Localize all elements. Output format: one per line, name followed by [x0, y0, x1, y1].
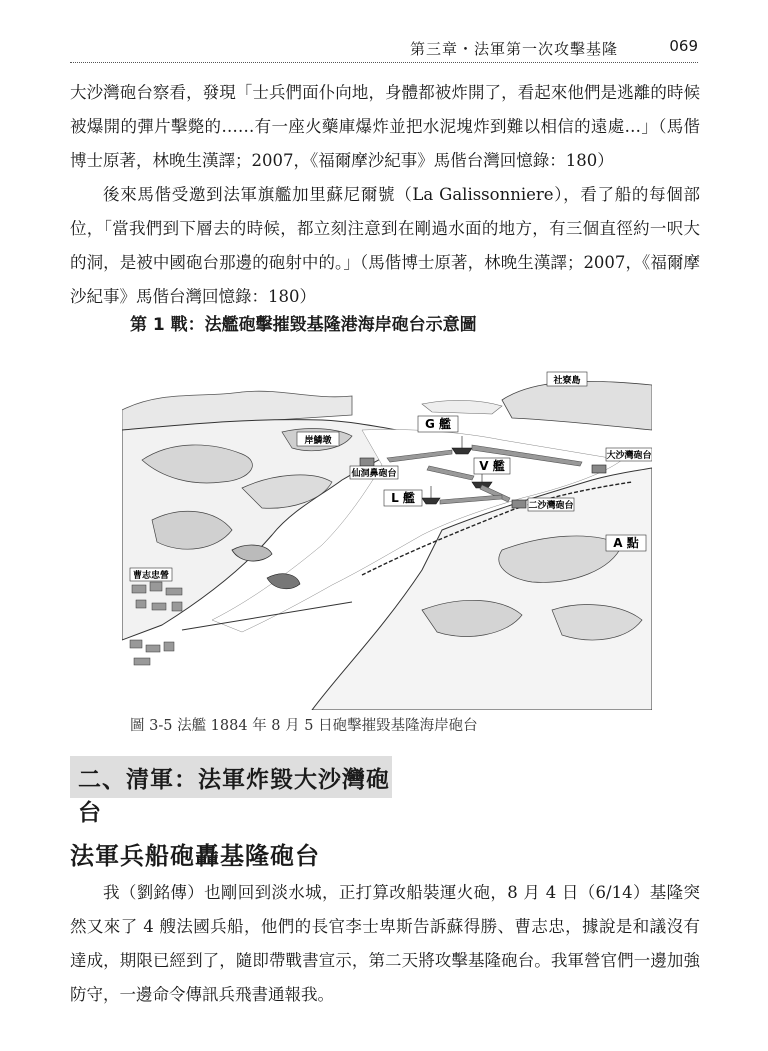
figure-title: 第 1 戰：法艦砲擊摧毀基隆港海岸砲台示意圖	[130, 315, 477, 335]
label-caozhizhong: 曹志忠營	[132, 571, 170, 581]
section-heading: 二、清軍：法軍炸毀大沙灣砲台	[78, 767, 390, 826]
paragraph-quote: 大沙灣砲台察看，發現「士兵們面仆向地，身體都被炸開了，看起來他們是逃離的時候被爆開的彈片擊斃的……有一座火藥庫爆炸並把水泥塊炸到難以相信的遠處…」（馬偕博士原著，林晚生漢譯；2007，《福爾摩沙紀事》馬偕台灣回憶錄：180）	[70, 83, 700, 170]
paragraph-mackay-visit: 後來馬偕受邀到法軍旗艦加里蘇尼爾號（La Galissonniere），看了船的每個部位，「當我們到下層去的時候，都立刻注意到在剛過水面的地方，有三個直徑約一呎大的洞，是被中國砲台那邊的砲射中的。」（馬偕博士原著，林晚生漢譯；2007，《福爾摩沙紀事》馬偕台灣回憶錄：180）	[70, 185, 700, 306]
figure-caption: 圖 3-5 法艦 1884 年 8 月 5 日砲擊摧毀基隆海岸砲台	[130, 718, 478, 734]
section-heading-bar	[70, 756, 392, 826]
label-g-ship: G 艦	[424, 417, 452, 431]
harbor-map-illustration	[122, 370, 652, 710]
label-a-point: A 點	[613, 536, 639, 550]
label-v-ship: V 艦	[479, 459, 505, 473]
label-l-ship: L 艦	[391, 491, 415, 505]
page-number: 069	[669, 37, 698, 55]
paragraph-liu-mingchuan: 我（劉銘傳）也剛回到淡水城，正打算改船裝運火砲，8 月 4 日（6/14）基隆突然又來了 4 艘法國兵船，他們的長官李士卑斯告訴蘇得勝、曹志忠，據說是和議沒有達成，期限已經到了，隨即帶戰書宣示，第二天將攻擊基隆砲台。我軍營官們一邊加強防守，一邊命令傳訊兵飛書通報我。	[70, 883, 700, 1004]
subsection-heading: 法軍兵船砲轟基隆砲台	[70, 842, 320, 870]
running-header	[70, 36, 698, 63]
label-sheliao: 社寮島	[553, 376, 581, 386]
chapter-title: 第三章・法軍第一次攻擊基隆	[409, 40, 618, 58]
label-anlin: 岸鱗墩	[304, 436, 332, 446]
label-ershawan: 二沙灣砲台	[528, 501, 574, 511]
label-xiandong: 仙洞鼻砲台	[351, 469, 397, 479]
label-dashawan: 大沙灣砲台	[606, 451, 652, 461]
